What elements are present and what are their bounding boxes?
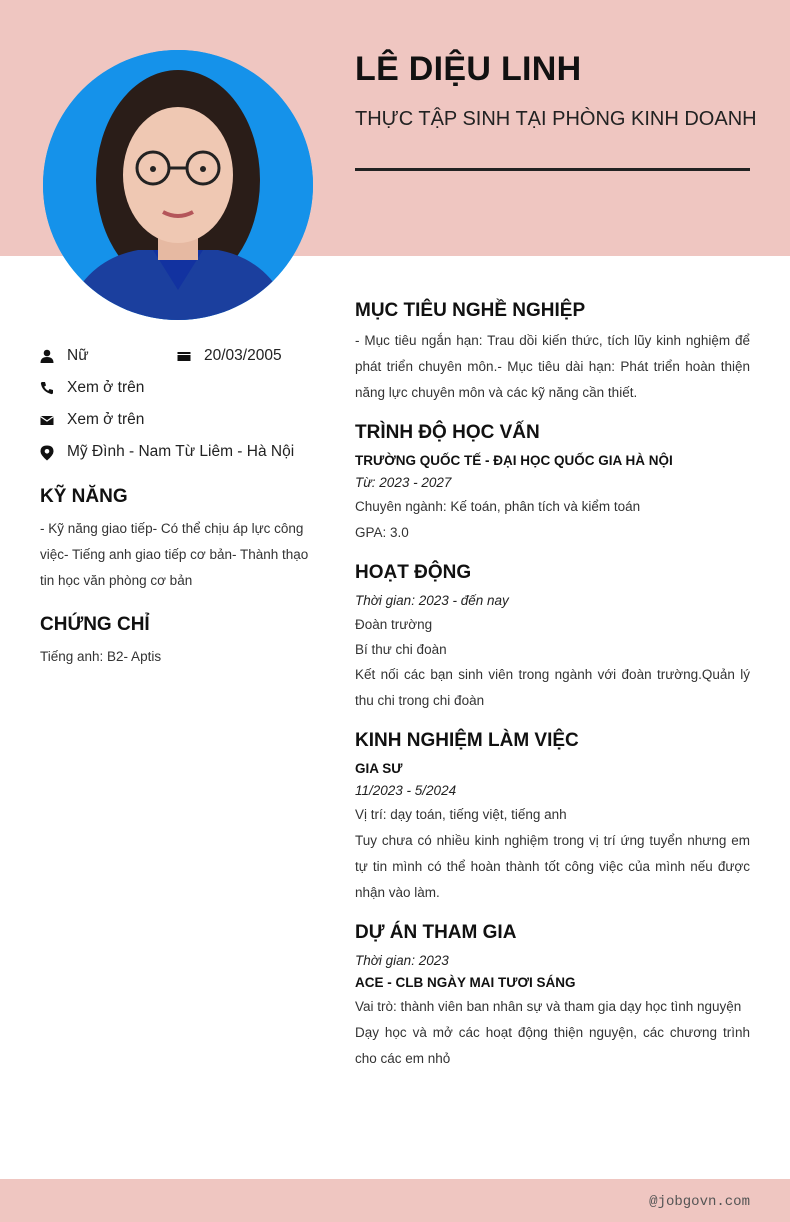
info-row-email — [40, 404, 320, 436]
experience-section — [355, 730, 750, 906]
certificates-section — [40, 614, 320, 670]
info-row-phone — [40, 372, 320, 404]
candidate-name: LÊ DIỆU LINH — [355, 50, 582, 88]
certificates-text: Tiếng anh: B2- Aptis — [40, 649, 162, 664]
title-divider — [355, 168, 750, 171]
projects-section — [355, 922, 750, 1072]
contact-info — [40, 340, 320, 468]
certificates-heading: CHỨNG CHỈ — [40, 614, 150, 635]
activities-description: Kết nối các bạn sinh viên trong ngành với đoàn trường.Quản lý thu chi trong chi đoàn — [355, 667, 750, 708]
activities-heading: HOẠT ĐỘNG — [355, 562, 472, 583]
activities-section — [355, 562, 750, 714]
avatar — [43, 50, 313, 320]
experience-heading: KINH NGHIỆM LÀM VIỆC — [355, 730, 579, 751]
activities-organization: Đoàn trường — [355, 617, 433, 632]
mail-icon — [40, 413, 54, 427]
project-name: ACE - CLB NGÀY MAI TƯƠI SÁNG — [355, 975, 576, 990]
dob-value: 20/03/2005 — [204, 347, 282, 364]
calendar-icon — [177, 349, 191, 363]
experience-job: GIA SƯ — [355, 761, 403, 776]
experience-description: Tuy chưa có nhiều kinh nghiệm trong vị trí ứng tuyển nhưng em tự tin mình có thể hoàn thành tốt công việc của mình nếu được nhận vào làm. — [355, 833, 750, 900]
objective-section — [355, 300, 750, 406]
education-major: Chuyên ngành: Kế toán, phân tích và kiểm toán — [355, 499, 641, 514]
projects-heading: DỰ ÁN THAM GIA — [355, 922, 517, 943]
objective-text: - Mục tiêu ngắn hạn: Trau dồi kiến thức, tích lũy kinh nghiệm để phát triển chuyên môn.- Mục tiêu dài hạn: Phát triển hoàn thiện năng lực chuyên môn và các kỹ năng cần thiết. — [355, 333, 750, 400]
watermark: @jobgovn.com — [649, 1194, 750, 1210]
location-pin-icon — [40, 445, 54, 459]
user-icon — [40, 349, 54, 363]
projects-period: Thời gian: 2023 — [355, 953, 449, 968]
experience-position: Vị trí: dạy toán, tiếng việt, tiếng anh — [355, 807, 567, 822]
activities-role: Bí thư chi đoàn — [355, 642, 447, 657]
info-row-gender-dob — [40, 340, 320, 372]
education-section — [355, 422, 750, 546]
experience-period: 11/2023 - 5/2024 — [355, 783, 457, 798]
education-gpa: GPA: 3.0 — [355, 525, 409, 540]
education-heading: TRÌNH ĐỘ HỌC VẤN — [355, 422, 540, 443]
project-description: Dạy học và mở các hoạt động thiện nguyện, các chương trình cho các em nhỏ — [355, 1025, 750, 1066]
project-role: Vai trò: thành viên ban nhân sự và tham gia dạy học tình nguyện — [355, 999, 742, 1014]
address-value: Mỹ Đình - Nam Từ Liêm - Hà Nội — [67, 443, 295, 460]
objective-heading: MỤC TIÊU NGHỀ NGHIỆP — [355, 300, 586, 321]
phone-value: Xem ở trên — [67, 379, 145, 396]
job-title: THỰC TẬP SINH TẠI PHÒNG KINH DOANH — [355, 108, 757, 130]
info-row-address — [40, 436, 320, 468]
email-value: Xem ở trên — [67, 411, 145, 428]
skills-heading: KỸ NĂNG — [40, 486, 128, 507]
main-content — [355, 300, 750, 1088]
school-name: TRƯỜNG QUỐC TẾ - ĐẠI HỌC QUỐC GIA HÀ NỘI — [355, 453, 673, 468]
gender-value: Nữ — [67, 347, 89, 364]
education-period: Từ: 2023 - 2027 — [355, 475, 452, 490]
phone-icon — [40, 381, 54, 395]
skills-text: - Kỹ năng giao tiếp- Có thể chịu áp lực công việc- Tiếng anh giao tiếp cơ bản- Thành thạo tin học văn phòng cơ bản — [40, 521, 309, 588]
skills-section — [40, 486, 320, 594]
activities-period: Thời gian: 2023 - đến nay — [355, 593, 509, 608]
